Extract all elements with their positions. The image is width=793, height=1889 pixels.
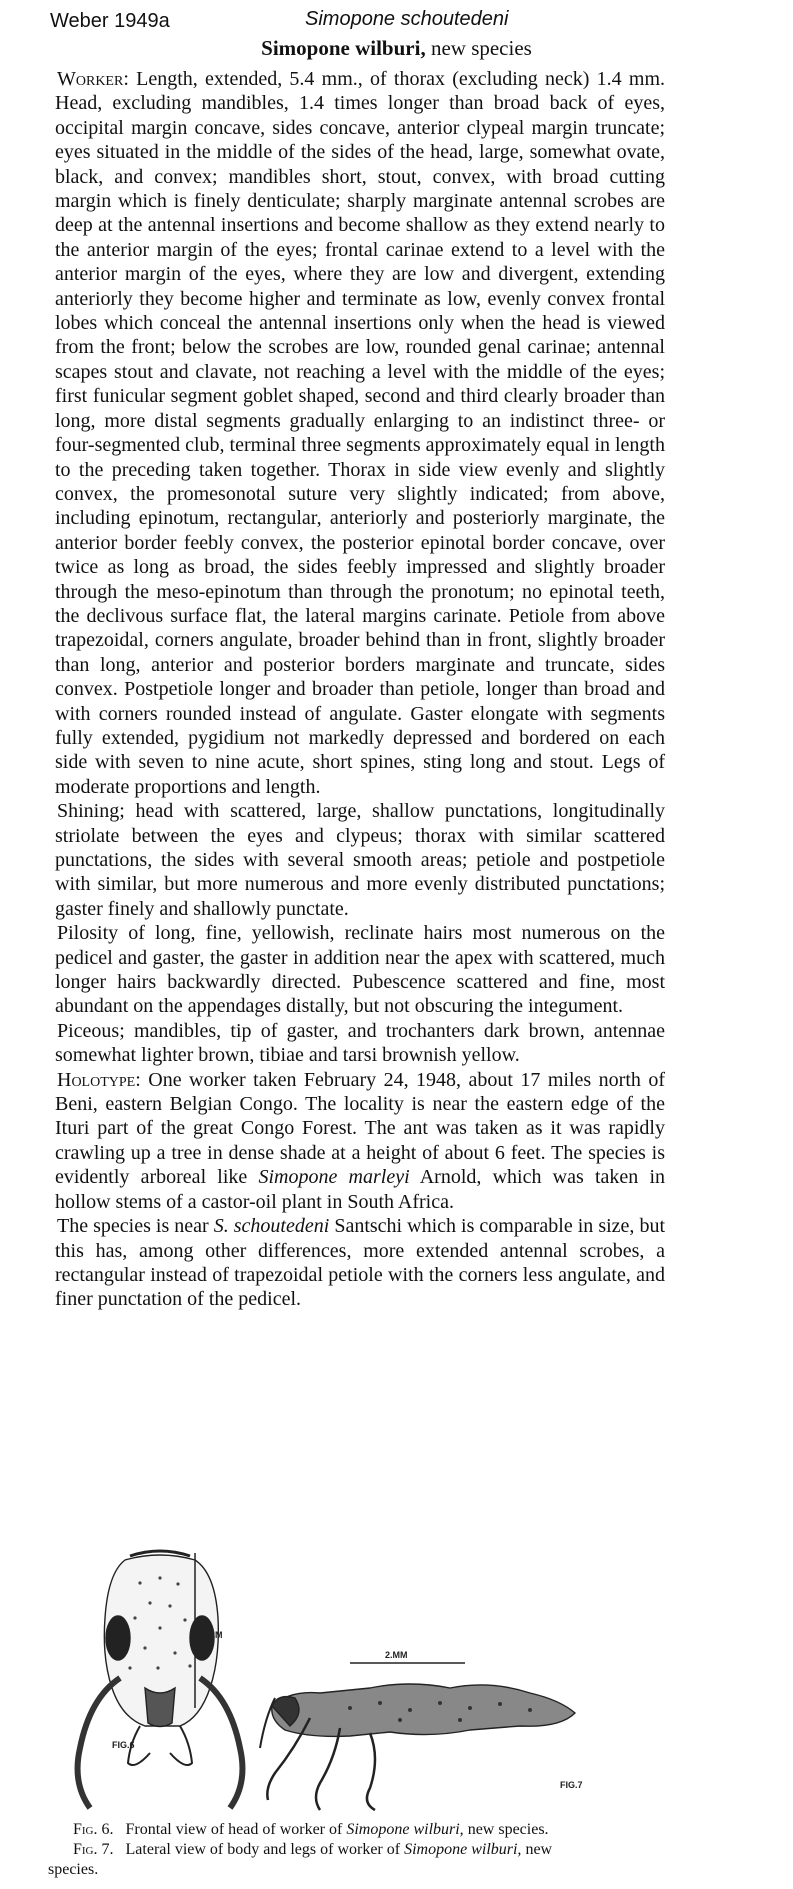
scale-label-2mm: 2.MM — [385, 1650, 408, 1660]
comparison-species-italic: S. schoutedeni — [213, 1215, 330, 1238]
caption-fig7-italic: Simopone wilburi, — [404, 1841, 522, 1858]
caption-fig6-italic: Simopone wilburi, — [346, 1821, 464, 1838]
comparison-text-a: The species is near — [57, 1215, 214, 1238]
specimen-illustration — [50, 1548, 680, 1818]
caption-fig6-end: new species. — [463, 1821, 549, 1838]
paragraph-holotype — [55, 1068, 665, 1214]
fig7-body-drawing — [260, 1684, 575, 1810]
description-body — [55, 67, 665, 1312]
paragraph-comparison — [55, 1214, 665, 1312]
holotype-text-a: One worker taken February 24, 1948, about 17 miles north of Beni, eastern Belgian Congo. The locality is near the eastern edge of the Ituri part of the great Congo Forest. The ant was taken as it was rapidly crawling up a tree in dense shade at a height of about 6 feet. The species is evidently arboreal like — [55, 1068, 665, 1189]
paragraph-worker — [55, 67, 665, 799]
paragraph-pilosity: Pilosity of long, fine, yellowish, reclinate hairs most numerous on the pedicel and gaster, the gaster in addition near the apex with scattered, much longer hairs backwardly directed. Pubescence scattered and fine, most abundant on the appendages distally, but not obscuring the integument. — [55, 922, 665, 1018]
caption-fig7-label: Fig. 7. — [73, 1841, 114, 1858]
caption-fig7 — [48, 1840, 678, 1860]
comparison-text-b: Santschi which is comparable in size, but this has, among other differences, more extended antennal scrobes, a rectangular instead of trapezoidal petiole with the corners less angulate, and finer punctation of the pedicel. — [55, 1215, 665, 1311]
caption-fig6 — [48, 1820, 678, 1840]
species-title — [0, 36, 793, 61]
holotype-species-italic: Simopone marleyi — [258, 1166, 410, 1189]
holotype-text-b: Arnold, which was taken in hollow stems of a castor-oil plant in South Africa. — [55, 1166, 665, 1213]
header-species: Simopone schoutedeni — [305, 8, 509, 30]
caption-fig6-label: Fig. 6. — [73, 1821, 114, 1838]
worker-text: Length, extended, 5.4 mm., of thorax (excluding neck) 1.4 mm. Head, excluding mandibles, 1.4 times longer than broad back of eyes, occipital margin concave, sides concave, anterior clypeal margin truncate; eyes situated in the middle of the sides of the head, large, somewhat ovate, black, and convex; mandibles short, stout, convex, with broad cutting margin which is finely denticulate; sharply marginate antennal scrobes are deep at the antennal insertions and become shallow as they extend nearly to the anterior margin of the eyes; frontal carinae extend to a level with the anterior margin of the eyes, where they are low and divergent, extending anteriorly they become higher and terminate as low, evenly convex frontal lobes which conceal the antennal insertions only when the head is viewed from the front; below the scrobes are low, rounded genal carinae; antennal scapes stout and clavate, not reaching a level with the middle of the eyes; first funicular segment goblet shaped, second and third clearly broader than long, more distal segments gradually enlarging to an indistinct three- or four-segmented club, terminal three segments approximately equal in length to the preceding taken together. Thorax in side view evenly and slightly convex, the promesonotal suture very slightly indicated; from above, including epinotum, rectangular, anteriorly and posteriorly marginate, the anterior border feebly convex, the posterior epinotal border concave, over twice as long as broad, the sides feebly impressed and slightly broader through the meso-epinotum than through the pronotum; no epinotal teeth, the declivous surface flat, the lateral margins carinate. Petiole from above trapezoidal, corners angulate, broader behind than in front, slightly broader than long, anterior and posterior borders marginate and truncate, sides convex. Postpetiole longer and broader than petiole, longer than broad and with corners rounded instead of angulate. Gaster elongate with segments fully extended, pygidium not markedly depressed and bordered on each side with seven to nine acute, short spines, sting long and stout. Legs of moderate proportions and length. — [55, 68, 665, 798]
caption-fig7-text: Lateral view of body and legs of worker of — [125, 1841, 405, 1858]
worker-label: Worker: — [57, 68, 129, 90]
fig6-label: FIG.6 — [112, 1740, 135, 1750]
scale-label-1mm: 1.MM — [200, 1630, 223, 1640]
fig6-head-drawing — [78, 1551, 243, 1808]
header-author-year: Weber 1949a — [50, 10, 170, 32]
species-suffix: new species — [425, 36, 532, 60]
caption-fig7-end: new — [521, 1841, 553, 1858]
paragraph-color: Piceous; mandibles, tip of gaster, and trochanters dark brown, antennae somewhat lighter brown, tibiae and tarsi brownish yellow. — [55, 1019, 665, 1067]
species-name: Simopone wilburi, — [261, 36, 426, 60]
caption-fig6-text: Frontal view of head of worker of — [125, 1821, 347, 1838]
holotype-label: Holotype: — [57, 1068, 141, 1091]
paragraph-sculpture: Shining; head with scattered, large, shallow punctations, longitudinally striolate between the eyes and clypeus; thorax with similar scattered punctations, the sides with several smooth areas; petiole and postpetiole with similar, but more numerous and more evenly distributed punctations; gaster finely and shallowly punctate. — [55, 800, 665, 920]
fig7-label: FIG.7 — [560, 1780, 583, 1790]
figure-captions — [48, 1820, 678, 1880]
caption-fig7-continued: species. — [48, 1861, 99, 1878]
